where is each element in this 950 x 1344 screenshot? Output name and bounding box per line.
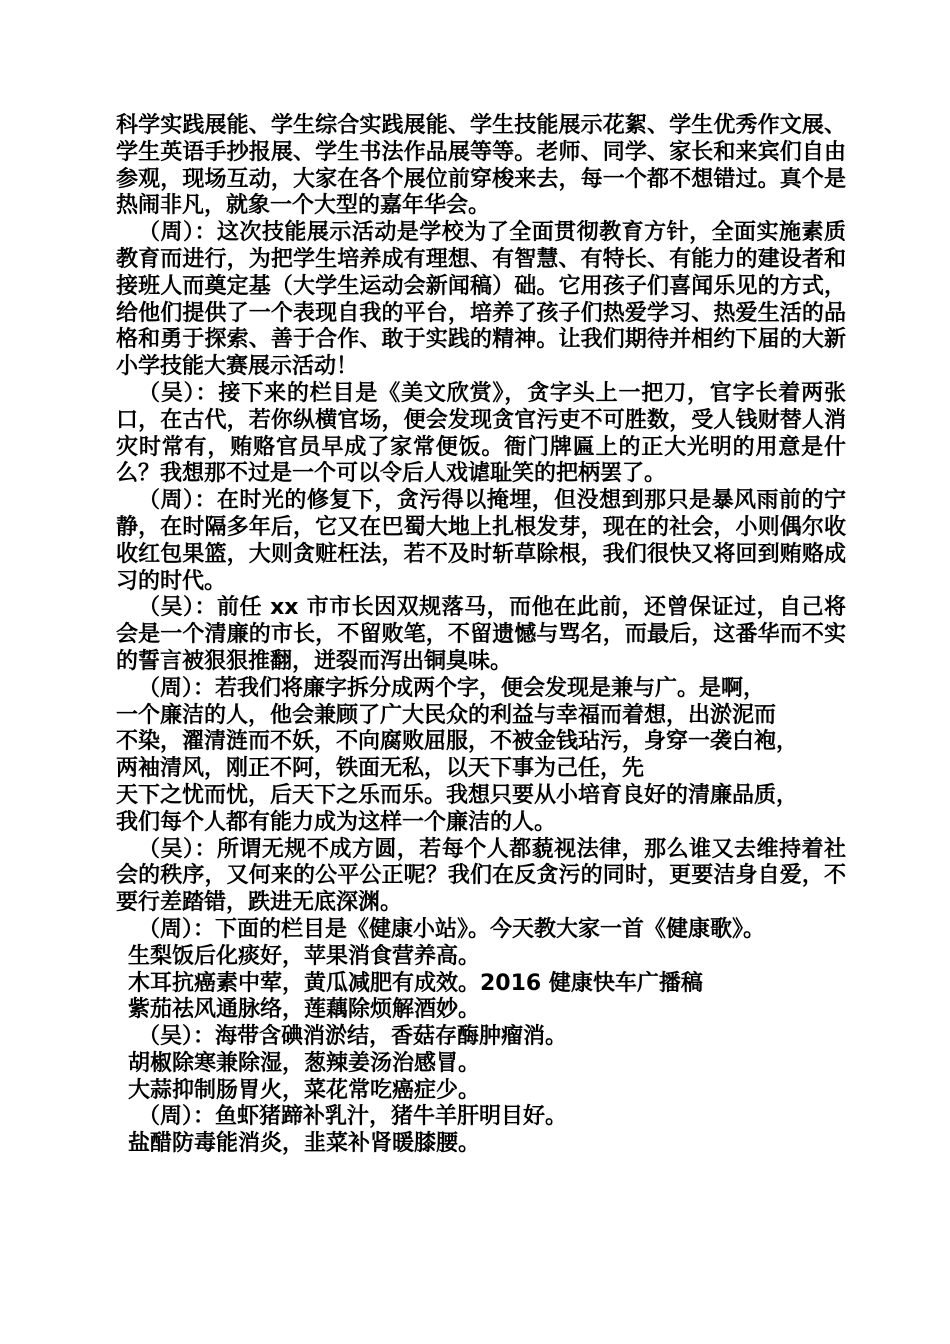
paragraph-exhibition: 科学实践展能、学生综合实践展能、学生技能展示花絮、学生优秀作文展、学生英语手抄报展、学生书法作品展等等。老师、同学、家长和来宾们自由参观，现场互动，大家在各个展位前穿梭来去，每一个都不想错过。真个是热闹非凡，就象一个大型的嘉年华会。 xyxy=(116,113,846,219)
poem-line: （周）：下面的栏目是《健康小站》。今天教大家一首《健康歌》。 xyxy=(138,916,766,942)
paragraph-zhou-corruption: （周）：在时光的修复下，贪污得以掩埋，但没想到那只是暴风雨前的宁静，在时隔多年后，它又在巴蜀大地上扎根发芽，现在的社会，小则偶尔收收红包果篮，大则贪赃枉法，若不及时斩草除根，我们很快又将回到贿赂成习的时代。 xyxy=(116,488,846,594)
paragraph-wu-law: （吴）：所谓无规不成方圆，若每个人都藐视法律，那么谁又去维持着社会的秩序，又何来的公平公正呢？我们在反贪污的同时，更要洁身自爱，不要行差踏错，跌进无底深渊。 xyxy=(116,836,846,916)
text-line: 我们每个人都有能力成为这样一个廉洁的人。 xyxy=(116,809,557,835)
text-line: 两袖清风，刚正不阿，铁面无私，以天下事为己任，先 xyxy=(116,756,645,782)
health-song xyxy=(116,917,846,1158)
paragraph-wu-essay: （吴）：接下来的栏目是《美文欣赏》，贪字头上一把刀，官字长着两张口，在古代，若你纵横官场，便会发现贪官污吏不可胜数，受人钱财替人消灾时常有，贿赂官员早成了家常便饭。衙门牌匾上的正大光明的用意是什么？我想那不过是一个可以令后人戏谑耻笑的把柄罢了。 xyxy=(116,380,846,487)
poem-line: 木耳抗癌素中荤，黄瓜减肥有成效。2016 健康快车广播稿 xyxy=(128,970,703,996)
text-line: 一个廉洁的人，他会兼顾了广大民众的利益与幸福而着想，出淤泥而 xyxy=(116,702,777,728)
paragraph-zhou-integrity xyxy=(116,676,846,837)
text-line: （周）：若我们将廉字拆分成两个字，便会发现是兼与广。是啊， xyxy=(138,675,766,701)
text-line: 天下之忧而忧，后天下之乐而乐。我想只要从小培育良好的清廉品质， xyxy=(116,782,799,808)
document-page xyxy=(116,113,846,1158)
text-line: 不染，濯清涟而不妖，不向腐败屈服，不被金钱玷污，身穿一袭白袍， xyxy=(116,729,799,755)
poem-line: 紫茄祛风通脉络，莲藕除烦解酒妙。 xyxy=(128,997,481,1023)
poem-line: 生梨饭后化痰好，苹果消食营养高。 xyxy=(128,943,481,969)
poem-line: 胡椒除寒兼除湿，葱辣姜汤治感冒。 xyxy=(128,1050,481,1076)
paragraph-zhou-skills: （周）：这次技能展示活动是学校为了全面贯彻教育方针，全面实施素质教育而进行，为把学生培养成有理想、有智慧、有特长、有能力的建设者和接班人而奠定基（大学生运动会新闻稿）础。它用孩子们喜闻乐见的方式，给他们提供了一个表现自我的平台，培养了孩子们热爱学习、热爱生活的品格和勇于探索、善于合作、敢于实践的精神。让我们期待并相约下届的大新小学技能大赛展示活动！ xyxy=(116,220,846,380)
poem-line: 盐醋防毒能消炎，韭菜补肾暖膝腰。 xyxy=(128,1131,481,1157)
poem-line: （吴）：海带含碘消淤结，香菇存酶肿瘤消。 xyxy=(138,1024,568,1050)
poem-line: （周）：鱼虾猪蹄补乳汁，猪牛羊肝明目好。 xyxy=(138,1104,568,1130)
poem-line: 大蒜抑制肠胃火，菜花常吃癌症少。 xyxy=(128,1077,481,1103)
paragraph-wu-mayor: （吴）：前任 xx 市市长因双规落马，而他在此前，还曾保证过，自己将会是一个清廉的市长，不留败笔，不留遗憾与骂名，而最后，这番华而不实的誓言被狠狠推翻，迸裂而泻出铜臭味。 xyxy=(116,595,846,674)
